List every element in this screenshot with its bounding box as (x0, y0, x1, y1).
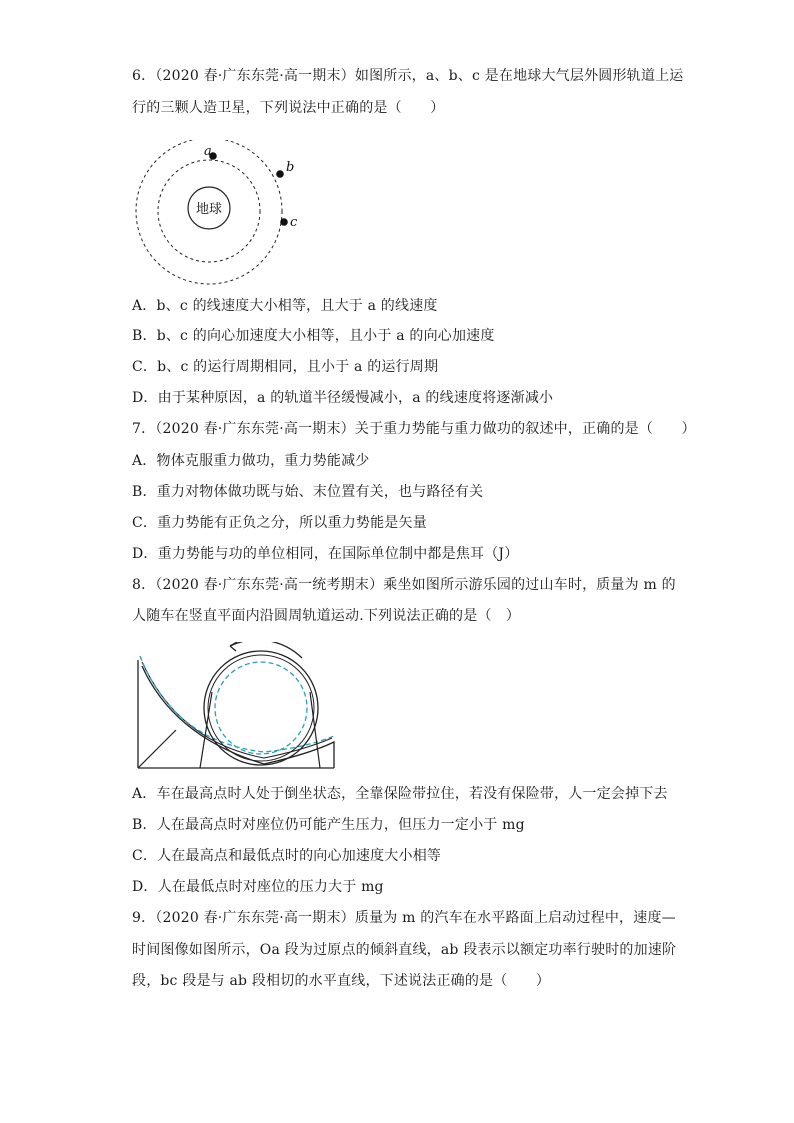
q6-stem-line-1: 6．（2020 春·广东东莞·高一期末）如图所示，a、b、c 是在地球大气层外圆形轨道上运 (132, 68, 684, 84)
q8-option-a: A．车在最高点时人处于倒坐状态，全靠保险带拉住，若没有保险带，人一定会掉下去 (132, 786, 668, 802)
satellite-a-label: a (204, 144, 212, 159)
q6-stem-line-2: 行的三颗人造卫星，下列说法中正确的是（ ） (132, 100, 445, 116)
satellite-c (280, 218, 288, 226)
loop-inner (208, 655, 314, 761)
q8-stem-line-1: 8．（2020 春·广东东莞·高一统考期末）乘坐如图所示游乐园的过山车时，质量为 m 的 (132, 577, 676, 593)
q9-stem-line-1: 9．（2020 春·广东东莞·高一期末）质量为 m 的汽车在水平路面上启动过程中，速度— (132, 910, 676, 926)
q9-stem-line-2: 时间图像如图所示，Oa 段为过原点的倾斜直线，ab 段表示以额定功率行驶时的加速阶 (132, 942, 677, 958)
roller-coaster-figure (134, 642, 338, 772)
outer-track (142, 666, 334, 768)
satellite-b (276, 170, 284, 178)
q8-option-c: C．人在最高点和最低点时的向心加速度大小相等 (132, 848, 442, 864)
satellite-orbit-figure (132, 140, 302, 285)
q6-option-c: C．b、c 的运行周期相同，且小于 a 的运行周期 (132, 359, 439, 375)
q8-option-b: B．人在最高点时对座位仍可能产生压力，但压力一定小于 mg (132, 817, 525, 833)
q7-option-d: D．重力势能与功的单位相同，在国际单位制中都是焦耳（J） (132, 546, 519, 562)
q6-option-d: D．由于某种原因，a 的轨道半径缓慢减小，a 的线速度将逐渐减小 (132, 390, 554, 406)
q8-stem-line-2: 人随车在竖直平面内沿圆周轨道运动.下列说法正确的是（ ） (132, 608, 521, 624)
satellite-c-label: c (290, 215, 298, 230)
loop-dashed (215, 662, 307, 754)
q9-stem-line-3: 段，bc 段是与 ab 段相切的水平直线，下述说法正确的是（ ） (132, 973, 551, 989)
loop-outer (204, 651, 318, 765)
q8-option-d: D．人在最低点时对座位的压力大于 mg (132, 879, 384, 895)
q7-option-a: A．物体克服重力做功，重力势能减少 (132, 453, 370, 469)
q7-option-c: C．重力势能有正负之分，所以重力势能是矢量 (132, 515, 427, 531)
satellite-b-label: b (286, 160, 295, 175)
q7-option-b: B．重力对物体做功既与始、末位置有关，也与路径有关 (132, 484, 484, 500)
q6-option-a: A．b、c 的线速度大小相等，且大于 a 的线速度 (132, 298, 438, 314)
q7-stem-line-1: 7．（2020 春·广东东莞·高一期末）关于重力势能与重力做功的叙述中，正确的是（ ） (132, 421, 696, 437)
q6-option-b: B．b、c 的向心加速度大小相等，且小于 a 的向心加速度 (132, 328, 495, 344)
earth-label: 地球 (195, 202, 223, 217)
